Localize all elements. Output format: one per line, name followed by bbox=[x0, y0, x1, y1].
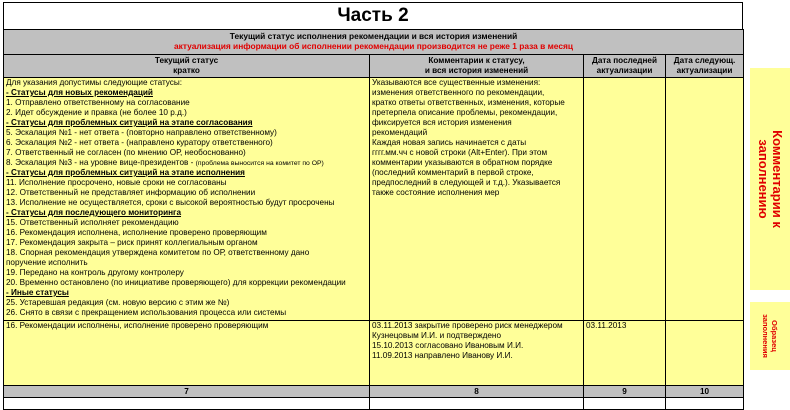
status-option bbox=[6, 198, 367, 208]
status-text: 19. Передано на контроль другому контролеру bbox=[6, 268, 184, 277]
comments-guide-line: также состояние исполнения мер bbox=[372, 188, 500, 197]
status-text: 25. Устаревшая редакция (см. новую версию с этим же №) bbox=[6, 298, 230, 307]
header-next-date bbox=[666, 55, 744, 78]
status-table bbox=[3, 29, 744, 410]
comments-guide-line: рекомендаций bbox=[372, 128, 428, 137]
status-option bbox=[6, 108, 367, 118]
band-row bbox=[4, 30, 744, 55]
comments-guide-line: гггг.мм.чч с новой строки (Alt+Enter). При этом bbox=[372, 148, 548, 157]
empty-row bbox=[4, 398, 744, 410]
status-legend-cell[interactable] bbox=[4, 78, 370, 321]
status-text: поручение исполнить bbox=[6, 258, 88, 267]
status-text: Для указания допустимы следующие статусы: bbox=[6, 78, 183, 87]
status-option bbox=[6, 218, 367, 228]
status-option bbox=[6, 258, 367, 268]
status-category bbox=[6, 168, 367, 178]
status-text: 11. Исполнение просрочено, новые сроки не согласованы bbox=[6, 178, 227, 187]
comments-guide-line: кратко ответы ответственных, изменения, которые bbox=[372, 98, 565, 107]
comments-guide-line: комментарии указываются в обратном порядке bbox=[372, 158, 553, 167]
empty-cell[interactable] bbox=[370, 398, 584, 410]
status-text: - Статусы для проблемных ситуаций на этапе исполнения bbox=[6, 168, 245, 177]
samples-note bbox=[750, 302, 790, 370]
example-status-cell[interactable] bbox=[4, 321, 370, 386]
header-comments-line1: Комментарии к статусу, bbox=[428, 56, 525, 65]
status-text: 2. Идет обсуждение и правка (не более 10 р.д.) bbox=[6, 108, 187, 117]
comments-guide-cell[interactable] bbox=[370, 78, 584, 321]
status-option bbox=[6, 238, 367, 248]
comments-guide-line: (последний комментарий в первой строке, bbox=[372, 168, 534, 177]
sheet bbox=[3, 2, 743, 410]
example-comment-line: Кузнецовым И.И. и подтверждено bbox=[372, 331, 502, 340]
samples-note-text bbox=[761, 314, 779, 358]
status-option bbox=[6, 268, 367, 278]
empty-cell[interactable] bbox=[4, 398, 370, 410]
status-option bbox=[6, 148, 367, 158]
status-text: 17. Рекомендация закрыта – риск принят коллегиальным органом bbox=[6, 238, 258, 247]
column-number-8: 8 bbox=[370, 386, 584, 398]
header-next-date-line2: актуализации bbox=[676, 66, 733, 75]
header-row bbox=[4, 55, 744, 78]
status-text: - Иные статусы bbox=[6, 288, 69, 297]
status-option bbox=[6, 78, 367, 88]
comments-guide-line: предпоследний в следующей и т.д.). Указывается bbox=[372, 178, 561, 187]
example-comment-line: 03.11.2013 закрытие проверено риск менеджером bbox=[372, 321, 563, 330]
header-last-date bbox=[584, 55, 666, 78]
status-text: 15. Ответственный исполняет рекомендацию bbox=[6, 218, 179, 227]
example-last-date: 03.11.2013 bbox=[586, 321, 627, 330]
empty-cell[interactable] bbox=[666, 398, 744, 410]
example-next-date-cell[interactable] bbox=[666, 321, 744, 386]
example-last-date-cell[interactable] bbox=[584, 321, 666, 386]
header-status-line1: Текущий статус bbox=[154, 56, 219, 65]
legend-row bbox=[4, 78, 744, 321]
band-warning: актуализация информации об исполнении рекомендации производится не реже 1 раза в месяц bbox=[174, 41, 574, 51]
example-next-date bbox=[668, 321, 741, 331]
empty-cell[interactable] bbox=[584, 398, 666, 410]
status-option bbox=[6, 188, 367, 198]
status-option bbox=[6, 128, 367, 138]
column-number-7: 7 bbox=[4, 386, 370, 398]
comments-guide-list bbox=[372, 78, 581, 198]
example-comments-list bbox=[372, 321, 581, 361]
example-row bbox=[4, 321, 744, 386]
status-option bbox=[6, 178, 367, 188]
status-text: 5. Эскалация №1 - нет ответа - (повторно направлено ответственному) bbox=[6, 128, 277, 137]
status-text: 26. Снято в связи с прекращением использования процесса или системы bbox=[6, 308, 287, 317]
fill-comments-line2: заполнению bbox=[756, 139, 772, 219]
band-title: Текущий статус исполнения рекомендации и вся история изменений bbox=[229, 31, 518, 41]
status-text: 12. Ответственный не представляет информацию об исполнении bbox=[6, 188, 256, 197]
comments-guide-line: фиксируется вся история изменения bbox=[372, 118, 512, 127]
status-option bbox=[6, 158, 367, 168]
example-comment-line: 11.09.2013 направлено Иванову И.И. bbox=[372, 351, 513, 360]
header-next-date-line1: Дата следующ. bbox=[673, 56, 736, 65]
status-text: 6. Эскалация №2 - нет ответа - (направлено куратору ответственного) bbox=[6, 138, 273, 147]
status-category bbox=[6, 208, 367, 218]
header-last-date-line2: актуализации bbox=[596, 66, 653, 75]
header-comments-line2: и вся история изменений bbox=[424, 66, 529, 75]
status-option bbox=[6, 98, 367, 108]
status-text: 18. Спорная рекомендация утверждена комитетом по ОР, ответственному дано bbox=[6, 248, 310, 257]
header-status bbox=[4, 55, 370, 78]
status-text: 13. Исполнение не осуществляется, сроки с высокой вероятностью будут просрочены bbox=[6, 198, 335, 207]
status-option bbox=[6, 138, 367, 148]
last-date-guide-cell[interactable] bbox=[584, 78, 666, 321]
status-option bbox=[6, 278, 367, 288]
samples-line2: заполнения bbox=[761, 314, 770, 358]
example-comments-cell[interactable] bbox=[370, 321, 584, 386]
fill-comments-line1: Комментарии к bbox=[770, 130, 786, 228]
status-option bbox=[6, 298, 367, 308]
status-legend-list bbox=[6, 78, 367, 318]
status-text: 20. Временно остановлено (по инициативе проверяющего) для коррекции рекомендации bbox=[6, 278, 346, 287]
comments-guide-line: Каждая новая запись начинается с даты bbox=[372, 138, 527, 147]
status-text: - Статусы для новых рекомендаций bbox=[6, 88, 153, 97]
status-category bbox=[6, 288, 367, 298]
fill-comments-note bbox=[750, 68, 790, 290]
status-category bbox=[6, 118, 367, 128]
comments-guide-line: претерпела описание проблемы, рекомендации, bbox=[372, 108, 558, 117]
fill-comments-note-text bbox=[756, 130, 784, 228]
column-number-9: 9 bbox=[584, 386, 666, 398]
example-comment-line: 15.10.2013 согласовано Ивановым И.И. bbox=[372, 341, 524, 350]
status-text: - Статусы для последующего мониторинга bbox=[6, 208, 182, 217]
status-text: 8. Эскалация №3 - на уровне вице-президентов - bbox=[6, 158, 196, 167]
comments-guide-line: Указываются все существенные изменения: bbox=[372, 78, 541, 87]
status-note: (проблема выносится на комитет по ОР) bbox=[195, 160, 324, 167]
column-number-row bbox=[4, 386, 744, 398]
header-status-line2: кратко bbox=[173, 66, 200, 75]
status-text: 1. Отправлено ответственному на согласование bbox=[6, 98, 190, 107]
status-option bbox=[6, 248, 367, 258]
status-text: 16. Рекомендация исполнена, исполнение проверено проверяющим bbox=[6, 228, 267, 237]
status-text: - Статусы для проблемных ситуаций на этапе согласования bbox=[6, 118, 253, 127]
example-status: 16. Рекомендации исполнены, исполнение проверено проверяющим bbox=[6, 321, 269, 330]
status-text: 7. Ответственный не согласен (по мнению ОР, необоснованно) bbox=[6, 148, 246, 157]
band-cell bbox=[4, 30, 744, 55]
status-option bbox=[6, 308, 367, 318]
header-last-date-line1: Дата последней bbox=[592, 56, 657, 65]
status-category bbox=[6, 88, 367, 98]
comments-guide-line: изменения ответственного по рекомендации, bbox=[372, 88, 545, 97]
header-comments bbox=[370, 55, 584, 78]
next-date-guide-cell[interactable] bbox=[666, 78, 744, 321]
column-number-10: 10 bbox=[666, 386, 744, 398]
status-option bbox=[6, 228, 367, 238]
samples-line1: Образец bbox=[770, 320, 779, 352]
page-title: Часть 2 bbox=[3, 2, 743, 29]
